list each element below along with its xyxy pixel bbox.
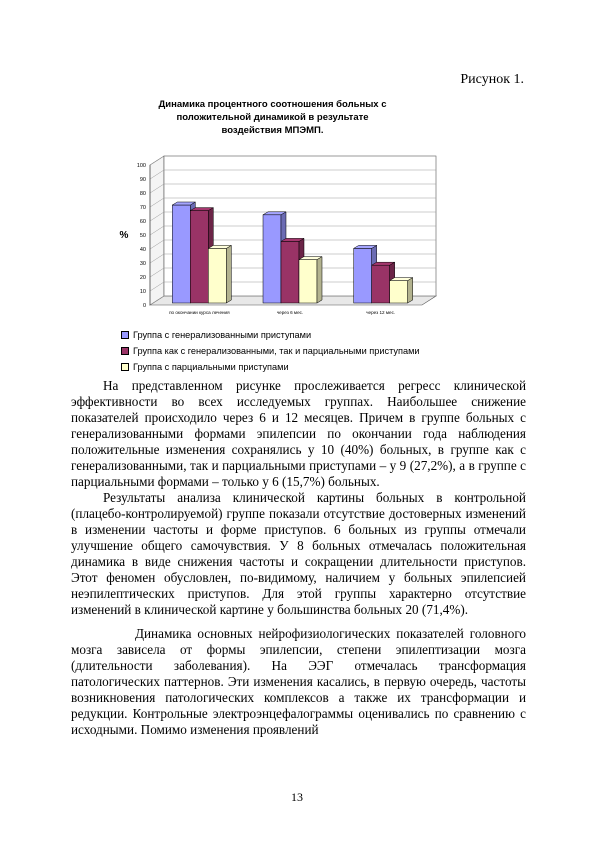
y-tick-label: 20: [139, 275, 146, 281]
y-tick-label: 10: [139, 289, 146, 295]
y-tick-label: 40: [139, 247, 146, 253]
bar: [190, 211, 208, 303]
legend-swatch: [121, 347, 129, 355]
legend-label: Группа как с генерализованными, так и парциальными приступами: [133, 346, 420, 356]
bar: [172, 205, 190, 303]
chart-legend: [121, 327, 420, 375]
bar: [263, 215, 281, 303]
legend-item: [121, 359, 420, 375]
legend-item: [121, 343, 420, 359]
bar-side: [317, 257, 322, 303]
legend-label: Группа с генерализованными приступами: [133, 330, 312, 340]
x-tick-label: через 6 мес.: [276, 310, 304, 315]
chart-title-line: положительной динамикой в результате: [176, 112, 369, 123]
bar: [372, 265, 390, 303]
y-tick-label: 70: [139, 205, 146, 211]
y-tick-label: 90: [139, 177, 146, 183]
y-tick-label: 30: [139, 261, 146, 267]
legend-item: [121, 327, 420, 343]
bar: [390, 281, 408, 303]
y-tick-label: 80: [139, 191, 146, 197]
page-number: 13: [291, 790, 303, 804]
paragraph: Динамика основных нейрофизиологических показателей головного мозга зависела от формы эпилепсии, степени эпилептизации мозга (длительности заболевания). На ЭЭГ отмечалась трансформация патологических паттернов. Эти изменения касались, в первую очередь, частоты возникновения патологических комплексов а также их трансформации и редукции. Контрольные электроэнцефалограммы оценивались по сравнению с исходными. Помимо изменения проявлений: [71, 626, 526, 737]
x-tick-label: через 12 мес.: [366, 310, 396, 315]
bar: [354, 248, 372, 303]
y-tick-label: 100: [136, 163, 146, 169]
chart-title: [130, 98, 415, 137]
bar-side: [408, 278, 413, 303]
paragraph: Результаты анализа клинической картины больных в контрольной (плацебо-контролируемой) группе показали отсутствие достоверных изменений в изменении частоты и форме приступов. 6 больных из группы отмечали улучшение общего самочувствия. У 8 больных отмечалась положительная динамика в виде снижения частоты и сокращении длительности приступов. Этот феномен обусловлен, по-видимому, наличием у больных эпилепсией неэпилептических приступов. Для этой группы характерно отсутствие изменений в клинической картине у большинства больных 20 (71,4%).: [71, 490, 526, 617]
bar: [299, 260, 317, 303]
y-tick-label: 60: [139, 219, 146, 225]
chart-title-line: воздействия МПЭМП.: [221, 125, 324, 136]
bar-chart: [110, 150, 450, 325]
x-tick-label: по окончании курса лечения: [169, 310, 230, 315]
body-text: [71, 378, 526, 738]
legend-label: Группа с парциальными приступами: [133, 362, 289, 372]
legend-swatch: [121, 363, 129, 371]
legend-swatch: [121, 331, 129, 339]
y-tick-label: 0: [142, 303, 146, 309]
paragraph: На представленном рисунке прослеживается регресс клинической эффективности во всех исследуемых группах. Наибольшее снижение показателей происходило через 6 и 12 месяцев. Причем в группе больных с генерализованными формами эпилепсии по окончании года наблюдения положительные изменения сохранялись у 10 (40%) больных, в группе как с генерализованными, так и парциальными приступами – у 9 (27,2%), а в группе с парциальными формами – только у 6 (15,7%) больных.: [71, 378, 526, 489]
bar-side: [226, 245, 231, 303]
bar: [208, 248, 226, 303]
y-axis-label: %: [119, 230, 129, 241]
chart-title-line: Динамика процентного соотношения больных с: [158, 99, 387, 110]
y-tick-label: 50: [139, 233, 146, 239]
figure-label: Рисунок 1.: [460, 72, 524, 87]
bar: [281, 241, 299, 303]
